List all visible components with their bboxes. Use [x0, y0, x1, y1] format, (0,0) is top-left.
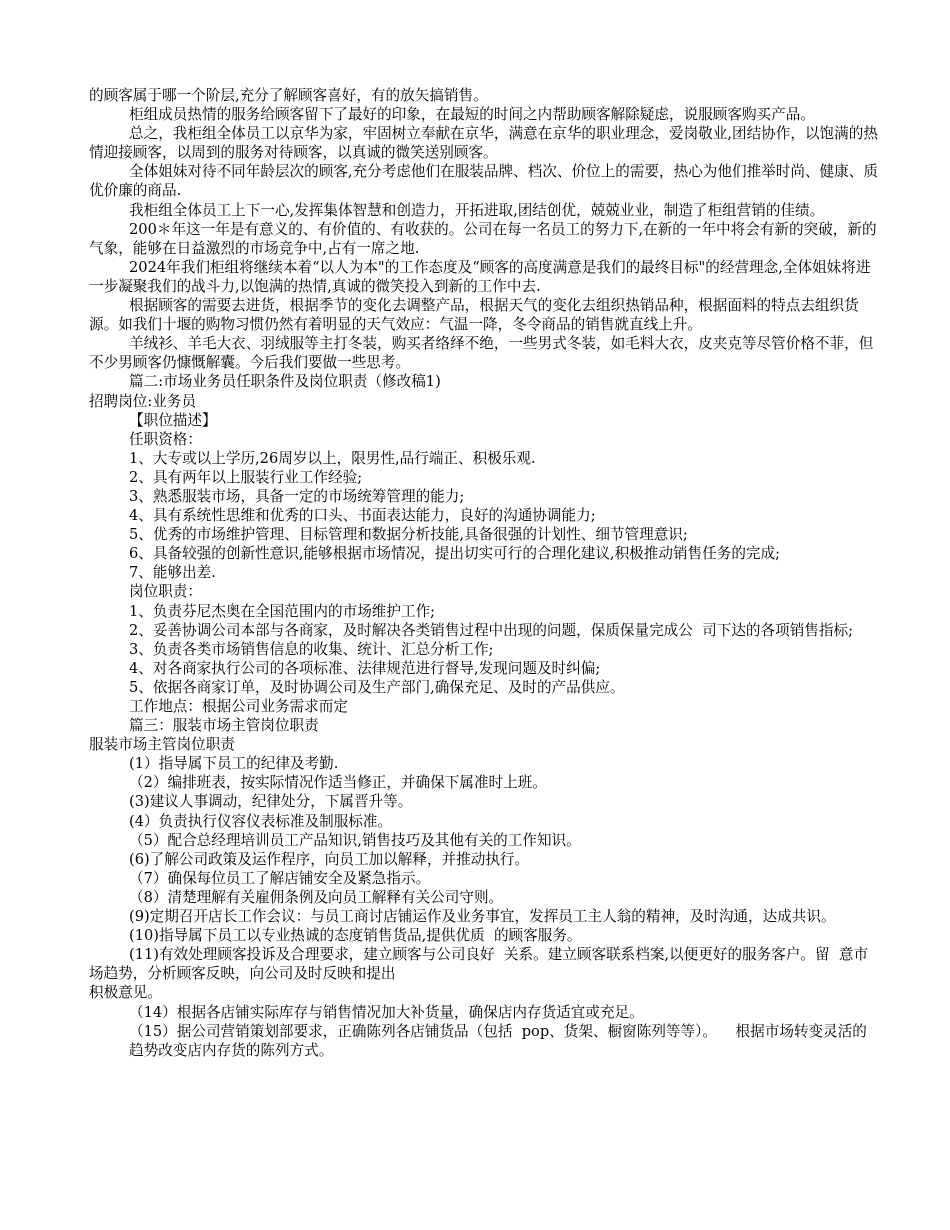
list-item: (9)定期召开店长工作会议：与员工商讨店铺运作及业务事宜，发挥员工主人翁的精神，及时沟通，达成共识。 — [129, 908, 836, 926]
list-item: （8）清楚理解有关雇佣条例及向员工解释有关公司守则。 — [129, 888, 504, 906]
list-heading: 岗位职责： — [129, 583, 202, 601]
list-item: (10)指导属下员工以专业热诚的态度销售货品,提供优质 的顾客服务。 — [129, 927, 582, 945]
list-item: 3、负责各类市场销售信息的收集、统计、汇总分析工作; — [129, 640, 494, 658]
paragraph: 全体姐妹对待不同年龄层次的顾客,充分考虑他们在服装品牌、档次、价位上的需要，热心为他们推举时尚、健康、质优价廉的商品. — [89, 163, 878, 200]
work-location: 工作地点：根据公司业务需求而定 — [129, 698, 348, 715]
list-item: (6)了解公司政策及运作程序，向员工加以解释，并推动执行。 — [129, 850, 530, 868]
list-item: 2、具有两年以上服装行业工作经验; — [129, 468, 363, 486]
list-item: 6、具备较强的创新性意识,能够根据市场情况，提出切实可行的合理化建议,积极推动销售任务的完成; — [129, 545, 781, 563]
paragraph: 2024年我们柜组将继续本着“以人为本"的工作态度及“顾客的高度满意是我们的最终目标"的经营理念,全体姐妹将进一步凝聚我们的战斗力,以饱满的热情,真诚的微笑投入到新的工作中去. — [89, 258, 871, 295]
paragraph: 200＊年这一年是有意义的、有价值的、有收获的。公司在每一名员工的努力下,在新的一年中将会有新的突破，新的气象，能够在日益激烈的市场竞争中,占有一席之地. — [89, 220, 877, 257]
list-heading: 任职资格： — [129, 430, 202, 448]
list-item: （15）据公司营销策划部要求，正确陈列各店铺货品（包括 pop、货架、橱窗陈列等等）。 根据市场转变灵活的 — [129, 1022, 867, 1040]
list-item: （5）配合总经理培训员工产品知识,销售技巧及其他有关的工作知识。 — [129, 831, 581, 849]
list-item: 1、负责芬尼杰奥在全国范围内的市场维护工作; — [129, 602, 436, 620]
subsection-heading: 服装市场主管岗位职责 — [89, 736, 235, 754]
list-item: (11)有效处理顾客投诉及合理要求，建立顾客与公司良好 关系。建立顾客联系档案,以便更好的服务客户。留 意市场趋势，分析顾客反映，向公司及时反映和提出 — [89, 946, 869, 983]
list-item: （7）确保每位员工了解店铺安全及紧急指示。 — [129, 869, 431, 887]
document-body — [89, 86, 879, 1060]
list-item: 5、优秀的市场维护管理、目标管理和数据分析技能,具备很强的计划性、细节管理意识; — [129, 526, 688, 544]
list-item: (1）指导属下员工的纪律及考勤. — [129, 755, 339, 773]
list-item: （14）根据各店铺实际库存与销售情况加大补货量，确保店内存货适宜或充足。 — [129, 1003, 644, 1021]
section-heading: 篇二:市场业务员任职条件及岗位职责（修改稿1) — [129, 373, 441, 391]
list-item: 4、具有系统性思维和优秀的口头、书面表达能力，良好的沟通协调能力; — [129, 507, 596, 525]
list-item: (4）负责执行仪容仪表标准及制服标准。 — [129, 812, 393, 830]
list-item: 1、大专或以上学历,26周岁以上，限男性,品行端正、积极乐观. — [129, 449, 536, 467]
list-item: 7、能够出差. — [129, 564, 216, 582]
paragraph: 根据顾客的需要去进货，根据季节的变化去调整产品，根据天气的变化去组织热销品种，根据面料的特点去组织货源。如我们十堰的购物习惯仍然有着明显的天气效应：气温一降，冬令商品的销售就直线上升。 — [89, 297, 859, 334]
paragraph: 的顾客属于哪一个阶层,充分了解顾客喜好，有的放矢搞销售。 — [89, 87, 488, 104]
paragraph: 我柜组全体员工上下一心,发挥集体智慧和创造力，开拓进取,团结创优，兢兢业业，制造了柜组营销的佳绩。 — [129, 201, 825, 219]
subsection-heading: 【职位描述】 — [129, 411, 217, 429]
list-item: (3)建议人事调动，纪律处分，下属晋升等。 — [129, 793, 413, 811]
paragraph: 羊绒衫、羊毛大衣、羽绒服等主打冬装，购买者络绎不绝，一些男式冬装，如毛料大衣，皮夹克等尽管价格不菲，但不少男顾客仍慷慨解囊。今后我们要做一些思考。 — [89, 335, 874, 372]
list-item: 2、妥善协调公司本部与各商家，及时解决各类销售过程中出现的问题，保质保量完成公 司下达的各项销售指标; — [129, 621, 853, 639]
paragraph: 柜组成员热情的服务给顾客留下了最好的印象，在最短的时间之内帮助顾客解除疑虑，说服顾客购买产品。 — [129, 106, 815, 124]
list-item: 3、熟悉服装市场，具备一定的市场统筹管理的能力; — [129, 487, 465, 505]
job-title-line: 招聘岗位:业务员 — [89, 392, 197, 410]
list-item: 4、对各商家执行公司的各项标准、法律规范进行督导,发现问题及时纠偏; — [129, 659, 601, 677]
list-item: （2）编排班表，按实际情况作适当修正，并确保下属准时上班。 — [129, 774, 547, 792]
list-item: 5、依据各商家订单，及时协调公司及生产部门,确保充足、及时的产品供应。 — [129, 678, 625, 696]
section-heading: 篇三：服装市场主管岗位职责 — [129, 717, 319, 735]
paragraph: 总之，我柜组全体员工以京华为家，牢固树立奉献在京华，满意在京华的职业理念，爱岗敬业,团结协作，以饱满的热情迎接顾客，以周到的服务对待顾客，以真诚的微笑送别顾客。 — [89, 125, 878, 162]
paragraph: 趋势改变店内存货的陈列方式。 — [129, 1041, 334, 1059]
paragraph: 积极意见。 — [89, 984, 162, 1002]
